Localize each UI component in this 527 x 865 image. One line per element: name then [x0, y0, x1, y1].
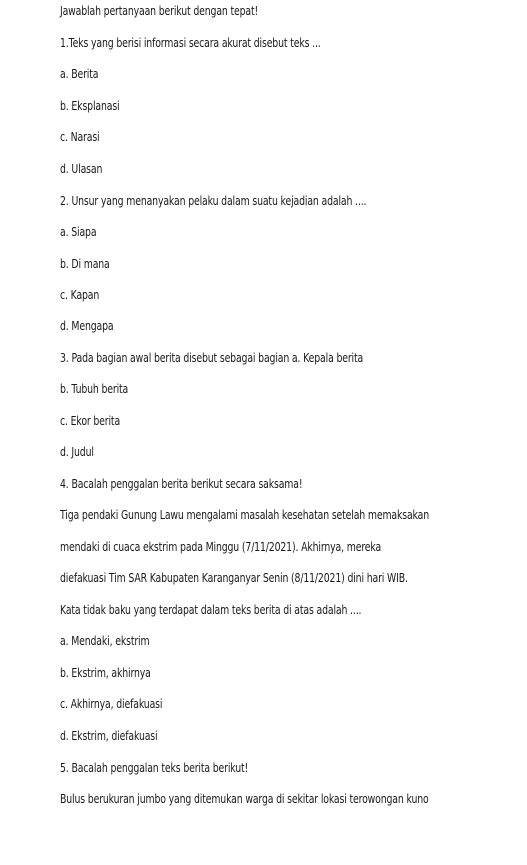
- q1-option-b: b. Eksplanasi: [60, 99, 120, 113]
- q4-option-d: d. Ekstrim, diefakuasi: [60, 729, 158, 743]
- question-2: 2. Unsur yang menanyakan pelaku dalam suatu kejadian adalah ....: [60, 194, 367, 208]
- q4-option-c: c. Akhirnya, diefakuasi: [60, 697, 163, 711]
- q4-passage-line-3: diefakuasi Tim SAR Kabupaten Karanganyar Senin (8/11/2021) dini hari WIB.: [60, 571, 408, 585]
- question-4: 4. Bacalah penggalan berita berikut secara saksama!: [60, 477, 303, 491]
- q3-option-b: b. Tubuh berita: [60, 382, 129, 396]
- q2-option-d: d. Mengapa: [60, 319, 114, 333]
- q1-option-d: d. Ulasan: [60, 162, 103, 176]
- q2-option-a: a. Siapa: [60, 225, 97, 239]
- question-3: 3. Pada bagian awal berita disebut sebagai bagian a. Kepala berita: [60, 351, 364, 365]
- q4-passage-line-1: Tiga pendaki Gunung Lawu mengalami masalah kesehatan setelah memaksakan: [60, 508, 430, 522]
- q4-passage-line-2: mendaki di cuaca ekstrim pada Minggu (7/11/2021). Akhirnya, mereka: [60, 540, 382, 554]
- q3-option-c: c. Ekor berita: [60, 414, 121, 428]
- q1-option-c: c. Narasi: [60, 130, 100, 144]
- q5-passage-line-1: Bulus berukuran jumbo yang ditemukan warga di sekitar lokasi terowongan kuno: [60, 792, 429, 806]
- question-5: 5. Bacalah penggalan teks berita berikut!: [60, 761, 249, 775]
- q4-prompt: Kata tidak baku yang terdapat dalam teks berita di atas adalah ....: [60, 603, 362, 617]
- q2-option-c: c. Kapan: [60, 288, 100, 302]
- q1-option-a: a. Berita: [60, 67, 99, 81]
- q3-option-d: d. Judul: [60, 445, 94, 459]
- q4-option-b: b. Ekstrim, akhirnya: [60, 666, 151, 680]
- q2-option-b: b. Di mana: [60, 257, 110, 271]
- question-1: 1.Teks yang berisi informasi secara akurat disebut teks ...: [60, 36, 321, 50]
- instruction-heading: Jawablah pertanyaan berikut dengan tepat!: [60, 4, 259, 18]
- q4-option-a: a. Mendaki, ekstrim: [60, 634, 150, 648]
